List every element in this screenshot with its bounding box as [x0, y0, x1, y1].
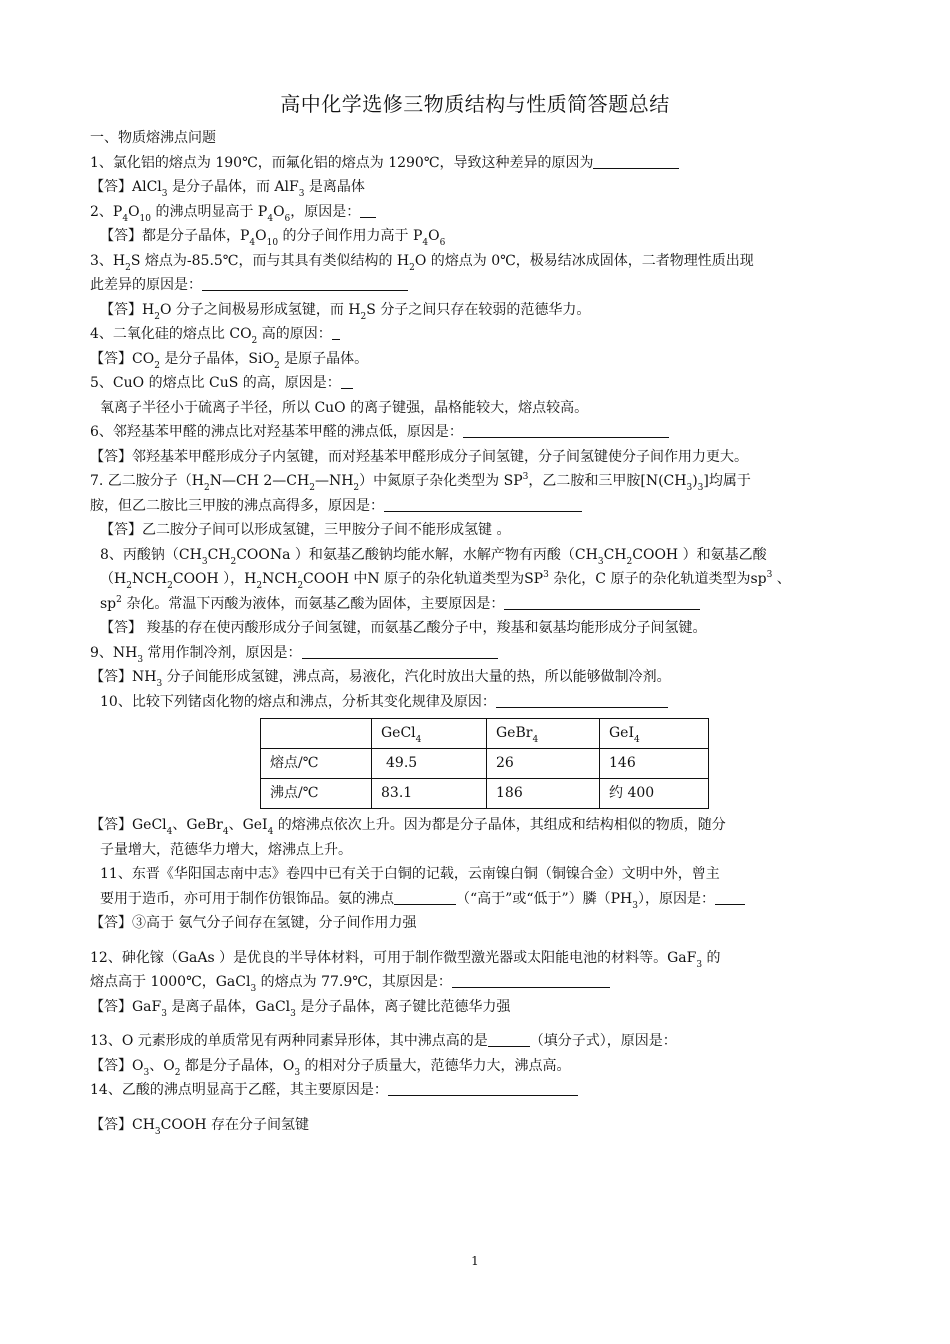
- table-cell: 约 400: [600, 779, 709, 809]
- table-cell: 146: [600, 749, 709, 779]
- table-cell: 熔点/℃: [261, 749, 372, 779]
- question-1: 1、氯化铝的熔点为 190℃，而氟化铝的熔点为 1290℃，导致这种差异的原因为: [90, 151, 890, 176]
- answer-1: 【答】AlCl$_3$ 是分子晶体，而 AlF$_3$ 是离晶体: [90, 179, 365, 199]
- answer-13: 【答】$O_3$、$O_2$ 都是分子晶体，$O_3$ 的相对分子质量大，范德华力大，沸点高。: [90, 1057, 571, 1078]
- question-11-cont: 要用于造币，亦可用于制作仿银饰品。氨的沸点 （“高于”或“低于”）膦$(PH_3)$，原因是：: [90, 887, 890, 912]
- question-12: 12、砷化镓（GaAs ）是优良的半导体材料，可用于制作微型激光器或太阳能电池的材料等。GaF$_3$ 的: [90, 949, 721, 970]
- question-12-cont: 熔点高于 1000℃，GaCl$_3$ 的熔点为 77.9℃，其原因是：: [90, 970, 890, 995]
- page-title: 高中化学选修三物质结构与性质简答题总结: [280, 92, 670, 116]
- answer-blank[interactable]: [496, 693, 668, 708]
- answer-2: 【答】都是分子晶体，$P_4O_{10}$ 的分子间作用力高于 $P_4O_6$: [100, 228, 446, 248]
- answer-4: 【答】$CO_2$ 是分子晶体，SiO$_2$ 是原子晶体。: [90, 350, 369, 371]
- answer-9: 【答】$NH_3$ 分子间能形成氢键，沸点高，易液化，汽化时放出大量的热，所以能够做制冷剂。: [90, 669, 671, 689]
- table-row: [261, 779, 709, 809]
- answer-blank[interactable]: [384, 497, 582, 512]
- question-10: 10、比较下列锗卤化物的熔点和沸点，分析其变化规律及原因：: [90, 690, 890, 715]
- question-14: 14、乙酸的沸点明显高于乙醛，其主要原因是：: [90, 1078, 890, 1103]
- answer-blank[interactable]: [504, 595, 700, 610]
- table-cell: 49.5: [372, 749, 487, 779]
- question-2: 2、$P_4O_{10}$ 的沸点明显高于 $P_4O_6$，原因是：: [90, 200, 890, 225]
- table-header-row: [261, 719, 709, 749]
- answer-11: 【答】③高于 氨气分子间存在氢键，分子间作用力强: [90, 915, 417, 931]
- table-cell: 沸点/℃: [261, 779, 372, 809]
- question-3: 3、$H_2S$ 熔点为-85.5℃，而与其具有类似结构的 $H_2O$ 的熔点为 0℃，极易结冰成固体，二者物理性质出现: [90, 252, 754, 273]
- page-number: 1: [471, 1254, 479, 1268]
- question-5: 5、CuO 的熔点比 CuS 的高，原因是：: [90, 371, 890, 396]
- answer-blank[interactable]: [341, 374, 353, 389]
- germanium-halide-table: [260, 718, 709, 809]
- question-8: 8、丙酸钠（$CH_3CH_2COONa$ ）和氨基乙酸钠均能水解，水解产物有丙酸（$CH_3CH_2COOH$ ）和氨基乙酸: [100, 546, 767, 567]
- question-3-cont: 此差异的原因是：: [90, 273, 890, 298]
- table-cell: GeCl$_4$: [372, 719, 487, 749]
- answer-blank[interactable]: [463, 423, 669, 438]
- answer-blank[interactable]: [394, 890, 456, 905]
- table-cell: GeBr$_4$: [487, 719, 600, 749]
- table-cell: 83.1: [372, 779, 487, 809]
- answer-10-cont: 子量增大，范德华力增大，熔沸点上升。: [100, 841, 352, 858]
- question-6: 6、邻羟基苯甲醛的沸点比对羟基苯甲醛的沸点低，原因是：: [90, 420, 890, 445]
- answer-blank[interactable]: [452, 973, 610, 988]
- answer-7: 【答】乙二胺分子间可以形成氢键，三甲胺分子间不能形成氢键 。: [100, 522, 511, 538]
- answer-5: 氧离子半径小于硫离子半径，所以 CuO 的离子键强，晶格能较大，熔点较高。: [100, 399, 589, 416]
- question-9: 9、$NH_3$ 常用作制冷剂，原因是：: [90, 641, 890, 666]
- answer-6: 【答】邻羟基苯甲醛形成分子内氢键，而对羟基苯甲醛形成分子间氢键，分子间氢键使分子间作用力更大。: [90, 448, 748, 465]
- answer-blank[interactable]: [488, 1032, 530, 1047]
- question-8-cont: （$H_2NCH_2COOH$ ），$H_2NCH_2COOH$ 中N 原子的杂化轨道类型为$SP^3$ 杂化，C 原子的杂化轨道类型为$sp^3$ 、: [100, 570, 791, 591]
- table-cell: 26: [487, 749, 600, 779]
- question-7: 7. 乙二胺分子（$H_2N—CH$ $2—CH_2—NH_2$）中氮原子杂化类型为 $SP^3$，乙二胺和三甲胺$[N(CH_3)_3]$均属于: [90, 472, 751, 493]
- table-cell: GeI$_4$: [600, 719, 709, 749]
- question-11: 11、东晋《华阳国志南中志》卷四中已有关于白铜的记载，云南镍白铜（铜镍合金）文明中外，曾主: [100, 866, 720, 882]
- document-body: [90, 126, 890, 1137]
- section-heading: 一、物质熔沸点问题: [90, 130, 216, 146]
- question-8-cont2: $sp^2$ 杂化。常温下丙酸为液体，而氨基乙酸为固体，主要原因是：: [90, 592, 890, 617]
- answer-blank[interactable]: [332, 325, 340, 340]
- answer-12: 【答】GaF$_3$ 是离子晶体，GaCl$_3$ 是分子晶体，离子键比范德华力强: [90, 998, 511, 1019]
- answer-blank[interactable]: [360, 203, 376, 218]
- answer-3: 【答】$H_2O$ 分子之间极易形成氢键，而 $H_2S$ 分子之间只存在较弱的范德华力。: [100, 301, 591, 322]
- question-13: 13、O 元素形成的单质常见有两种同素异形体，其中沸点高的是 （填分子式），原因是：: [90, 1033, 677, 1049]
- table-cell: [261, 719, 372, 749]
- answer-14: 【答】$CH_3COOH$ 存在分子间氢键: [90, 1116, 309, 1137]
- question-4: 4、二氧化硅的熔点比 $CO_2$ 高的原因：: [90, 322, 890, 347]
- answer-blank[interactable]: [302, 644, 498, 659]
- table-cell: 186: [487, 779, 600, 809]
- answer-10: 【答】GeCl$_4$、GeBr$_4$、GeI$_4$ 的熔沸点依次上升。因为都是分子晶体，其组成和结构相似的物质，随分: [90, 817, 726, 837]
- answer-blank[interactable]: [715, 890, 745, 905]
- answer-blank[interactable]: [202, 276, 408, 291]
- table-row: [261, 749, 709, 779]
- answer-blank[interactable]: [388, 1081, 578, 1096]
- answer-8: 【答】 羧基的存在使丙酸形成分子间氢键，而氨基乙酸分子中，羧基和氨基均能形成分子间氢键。: [100, 620, 707, 636]
- question-7-cont: 胺，但乙二胺比三甲胺的沸点高得多，原因是：: [90, 494, 890, 519]
- answer-blank[interactable]: [593, 154, 679, 169]
